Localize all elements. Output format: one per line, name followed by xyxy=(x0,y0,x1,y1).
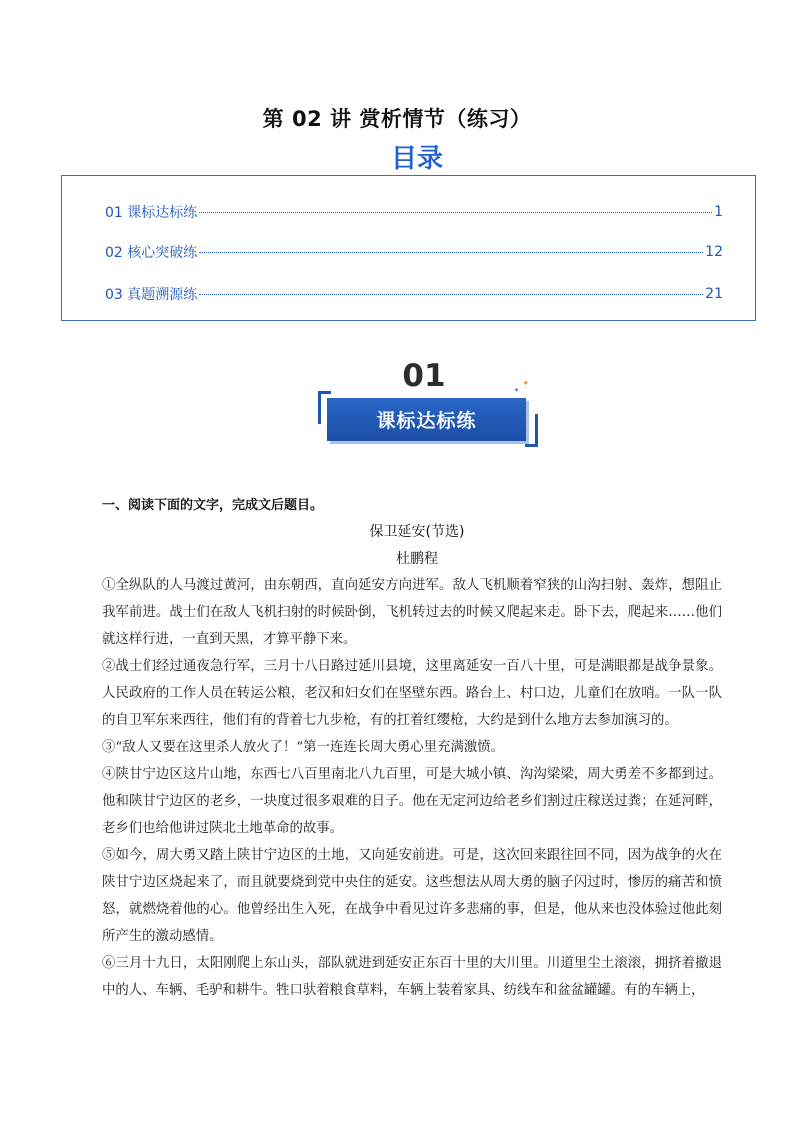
sparkle-icon: ✦ xyxy=(514,387,520,394)
passage-paragraph: ②战士们经过通夜急行军，三月十八日路过延川县境，这里离延安一百八十里，可是满眼都是战争景象。人民政府的工作人员在转运公粮，老汉和妇女们在坚壁东西。路台上、村口边，儿童们在放哨。一队一队的自卫军东来西往，他们有的背着七九步枪，有的扛着红缨枪，大约是到什么地方去参加演习的。 xyxy=(102,659,722,728)
section-banner-label: 课标达标练 xyxy=(327,398,526,441)
toc-item[interactable] xyxy=(105,201,723,223)
question-prompt: 一、阅读下面的文字，完成文后题目。 xyxy=(102,498,324,513)
toc-heading: 目录 xyxy=(390,144,443,174)
toc-item-page: 21 xyxy=(705,286,723,302)
passage-paragraph: ④陕甘宁边区这片山地，东西七八百里南北八九百里，可是大城小镇、沟沟梁梁，周大勇差不多都到过。他和陕甘宁边区的老乡，一块度过很多艰难的日子。他在无定河边给老乡们割过庄稼送过粪；在延河畔，老乡们也给他讲过陕北土地革命的故事。 xyxy=(102,767,722,836)
banner-bracket xyxy=(525,414,538,447)
toc-leader-dots xyxy=(199,241,703,253)
passage-paragraph: ⑤如今，周大勇又踏上陕甘宁边区的土地，又向延安前进。可是，这次回来跟往回不同，因为战争的火在陕甘宁边区烧起来了，而且就要烧到党中央住的延安。这些想法从周大勇的脑子闪过时，惨厉的痛苦和愤怒，就燃烧着他的心。他曾经出生入死，在战争中看见过许多悲痛的事，但是，他从来也没体验过他此刻所产生的激动感情。 xyxy=(102,848,722,944)
sparkle-icon: ✦ xyxy=(522,379,530,389)
passage-paragraph: ⑥三月十九日，太阳刚爬上东山头，部队就进到延安正东百十里的大川里。川道里尘土滚滚，拥挤着撤退中的人、车辆、毛驴和耕牛。牲口驮着粮食草料，车辆上装着家具、纺线车和盆盆罐罐。有的车辆上， xyxy=(102,956,722,998)
toc-item-label: 03 真题溯源练 xyxy=(105,287,198,303)
toc-item-label: 02 核心突破练 xyxy=(105,245,198,261)
document-title: 第 02 讲 赏析情节（练习） xyxy=(262,107,532,131)
passage-author: 杜鹏程 xyxy=(396,551,438,567)
section-number: 01 xyxy=(402,358,446,394)
toc-leader-dots xyxy=(199,201,712,213)
section-banner xyxy=(318,379,538,447)
passage-title: 保卫延安(节选) xyxy=(369,524,465,540)
passage-paragraph: ③“敌人又要在这里杀人放火了！”第一连连长周大勇心里充满激愤。 xyxy=(102,740,505,755)
table-of-contents xyxy=(61,175,756,321)
toc-item-page: 1 xyxy=(714,204,723,220)
toc-item-page: 12 xyxy=(705,244,723,260)
toc-item[interactable] xyxy=(105,241,723,263)
toc-item[interactable] xyxy=(105,283,723,305)
toc-item-label: 01 课标达标练 xyxy=(105,205,198,221)
passage-paragraph: ①全纵队的人马渡过黄河，由东朝西，直向延安方向进军。敌人飞机顺着窄狭的山沟扫射、轰炸，想阻止我军前进。战士们在敌人飞机扫射的时候卧倒，飞机转过去的时候又爬起来走。卧下去，爬起来……他们就这样行进，一直到天黑，才算平静下来。 xyxy=(102,578,722,647)
toc-leader-dots xyxy=(199,283,703,295)
